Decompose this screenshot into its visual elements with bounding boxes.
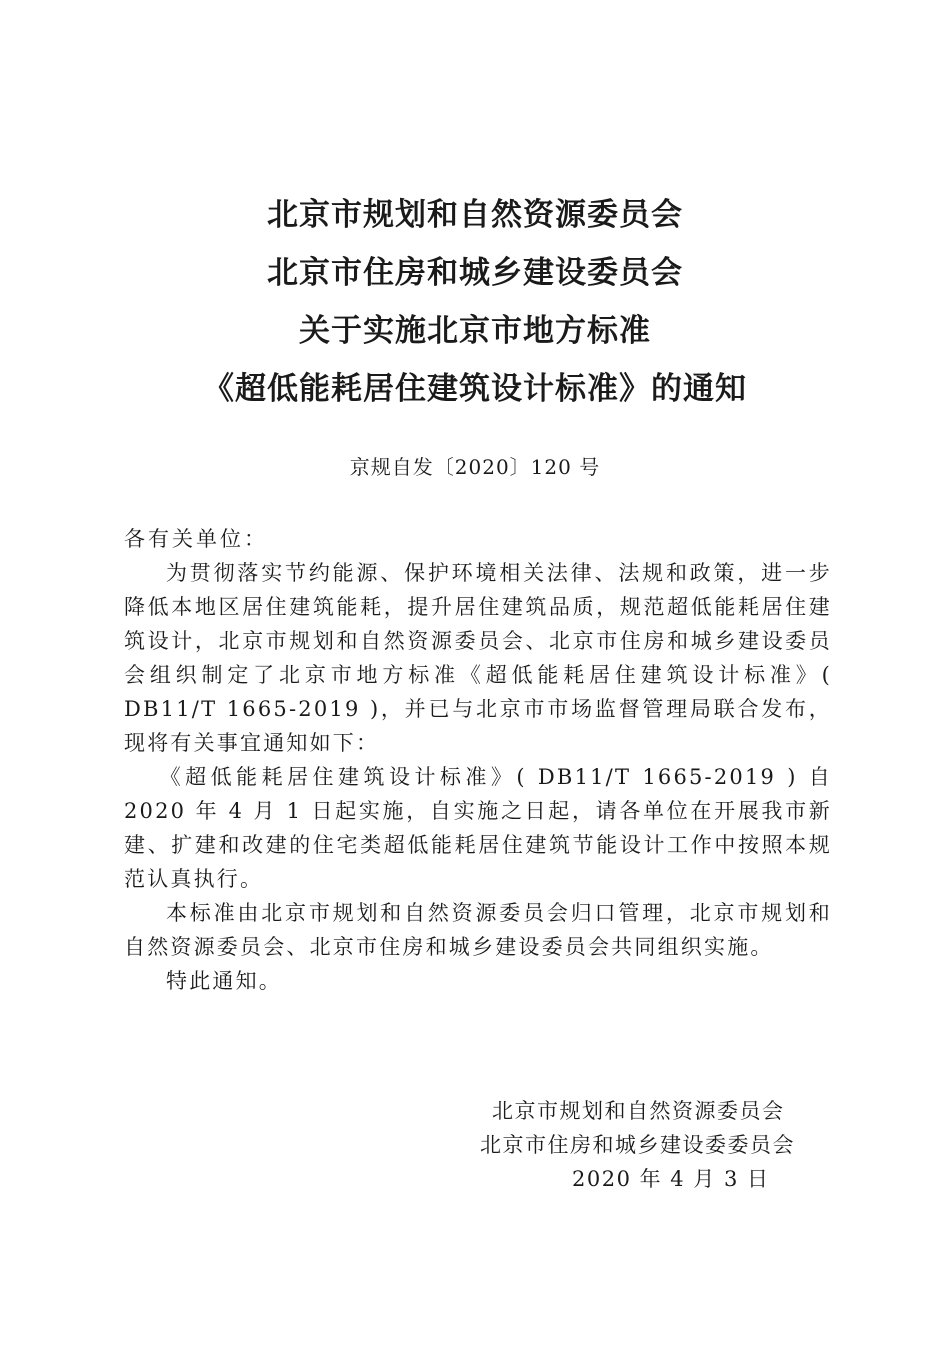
title-line-1: 北京市规划和自然资源委员会 [267,197,683,233]
document-title [0,186,950,418]
body-paragraph-1: 为贯彻落实节约能源、保护环境相关法律、法规和政策，进一步降低本地区居住建筑能耗，提升居住建筑品质，规范超低能耗居住建筑设计，北京市规划和自然资源委员会、北京市住房和城乡建设委员会组织制定了北京市地方标准《超低能耗居住建筑设计标准》( DB11/T 1665-2019 )，并已与北京市市场监督管理局联合发布，现将有关事宜通知如下： [124,561,832,755]
signature-org-1: 北京市规划和自然资源委员会 [492,1099,785,1123]
body-paragraph-2: 《超低能耗居住建筑设计标准》( DB11/T 1665-2019 ) 自 2020 年 4 月 1 日起实施，自实施之日起，请各单位在开展我市新建、扩建和改建的住宅类超低能耗居住建筑节能设计工作中按照本规范认真执行。 [124,765,832,891]
document-number: 京规自发〔2020〕120 号 [349,455,601,479]
closing-line: 特此通知。 [166,969,282,993]
signature-org-2: 北京市住房和城乡建设委委员会 [480,1133,795,1157]
signature-block [470,1094,850,1196]
salutation: 各有关单位： [124,527,268,551]
body-paragraph-3: 本标准由北京市规划和自然资源委员会归口管理，北京市规划和自然资源委员会、北京市住房和城乡建设委员会共同组织实施。 [124,901,832,959]
title-line-2: 北京市住房和城乡建设委员会 [267,255,683,291]
title-line-4: 《超低能耗居住建筑设计标准》的通知 [203,371,747,407]
signature-date: 2020 年 4 月 3 日 [572,1167,770,1191]
title-line-3: 关于实施北京市地方标准 [299,313,651,349]
document-body [124,522,832,998]
